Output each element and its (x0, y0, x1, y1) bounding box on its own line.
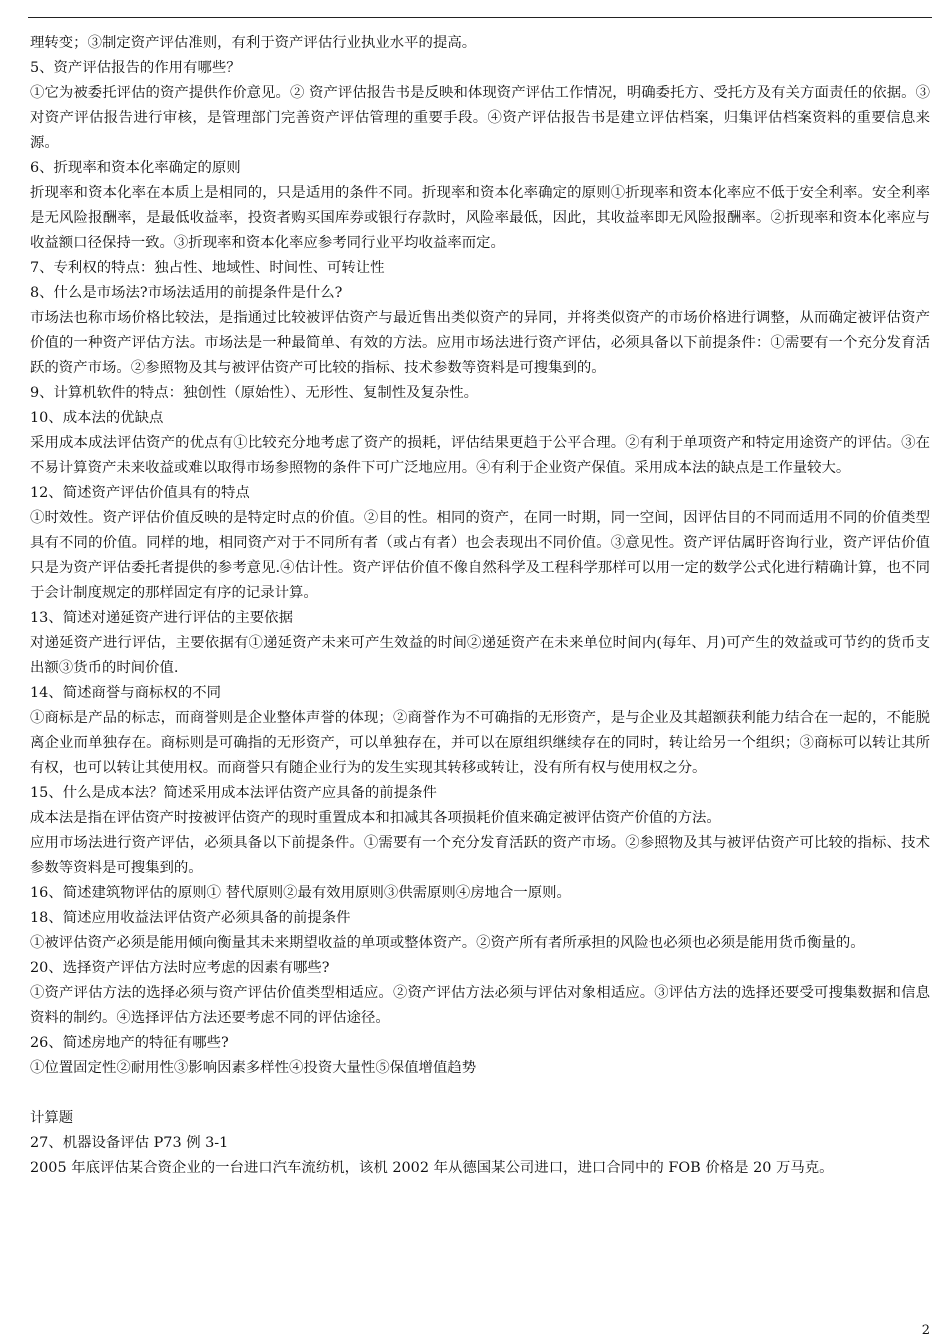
answer-paragraph: 市场法也称市场价格比较法，是指通过比较被评估资产与最近售出类似资产的异同，并将类似资产的市场价格进行调整，从而确定被评估资产价值的一种资产评估方法。市场法是一种最简单、有效的方法。应用市场法进行资产评估，必须具备以下前提条件：①需要有一个充分发育活跃的资产市场。②参照物及其与被评估资产可比较的指标、技术参数等资料是可搜集到的。 (30, 310, 930, 376)
answer-paragraph: 理转变；③制定资产评估准则，有利于资产评估行业执业水平的提高。 (30, 35, 477, 51)
document-body (30, 31, 930, 1181)
page-number: 2 (921, 1323, 930, 1338)
question-heading: 8、什么是市场法?市场法适用的前提条件是什么? (30, 285, 343, 301)
answer-paragraph: ①它为被委托评估的资产提供作价意见。② 资产评估报告书是反映和体现资产评估工作情况，明确委托方、受托方及有关方面责任的依据。③对资产评估报告进行审核，是管理部门完善资产评估管理的重要手段。④资产评估报告书是建立评估档案，归集评估档案资料的重要信息来源。 (30, 85, 930, 151)
question-heading: 27、机器设备评估 P73 例 3-1 (30, 1135, 229, 1151)
question-heading: 20、选择资产评估方法时应考虑的因素有哪些? (30, 960, 330, 976)
answer-paragraph: ①被评估资产必须是能用倾向衡量其未来期望收益的单项或整体资产。②资产所有者所承担的风险也必须也必须是能用货币衡量的。 (30, 935, 865, 951)
question-heading: 9、计算机软件的特点：独创性（原始性）、无形性、复制性及复杂性。 (30, 385, 479, 401)
question-heading: 16、简述建筑物评估的原则① 替代原则②最有效用原则③供需原则④房地合一原则。 (30, 885, 571, 901)
question-heading: 6、折现率和资本化率确定的原则 (30, 160, 241, 176)
answer-paragraph: ①位置固定性②耐用性③影响因素多样性④投资大量性⑤保值增值趋势 (30, 1060, 477, 1076)
question-heading: 12、简述资产评估价值具有的特点 (30, 485, 250, 501)
answer-paragraph: ①时效性。资产评估价值反映的是特定时点的价值。②目的性。相同的资产，在同一时期，同一空间，因评估目的不同而适用不同的价值类型具有不同的价值。同样的地，相同资产对于不同所有者（或占有者）也会表现出不同价值。③意见性。资产评估属盱咨询行业，资产评估价值只是为资产评估委托者提供的参考意见.④估计性。资产评估价值不像自然科学及工程科学那样可以用一定的数学公式化进行精确计算，也不同于会计制度规定的那样固定有序的记录计算。 (30, 510, 930, 601)
answer-paragraph: 采用成本成法评估资产的优点有①比较充分地考虑了资产的损耗，评估结果更趋于公平合理。②有利于单项资产和特定用途资产的评估。③在不易计算资产未来收益或难以取得市场参照物的条件下可广泛地应用。④有利于企业资产保值。采用成本法的缺点是工作量较大。 (30, 435, 930, 476)
answer-paragraph: 成本法是指在评估资产时按被评估资产的现时重置成本和扣减其各项损耗价值来确定被评估资产价值的方法。 (30, 810, 721, 826)
question-heading: 15、什么是成本法？简述采用成本法评估资产应具备的前提条件 (30, 785, 437, 801)
question-heading: 5、资产评估报告的作用有哪些？ (30, 60, 241, 76)
answer-paragraph: ①资产评估方法的选择必须与资产评估价值类型相适应。②资产评估方法必须与评估对象相适应。③评估方法的选择还要受可搜集数据和信息资料的制约。④选择评估方法还要考虑不同的评估途径。 (30, 985, 930, 1026)
question-heading: 7、专利权的特点：独占性、地域性、时间性、可转让性 (30, 260, 385, 276)
answer-paragraph: 应用市场法进行资产评估，必须具备以下前提条件。①需要有一个充分发育活跃的资产市场。②参照物及其与被评估资产可比较的指标、技术参数等资料是可搜集到的。 (30, 835, 930, 876)
blank-line (30, 1081, 930, 1106)
question-heading: 26、简述房地产的特征有哪些? (30, 1035, 229, 1051)
answer-paragraph: 折现率和资本化率在本质上是相同的，只是适用的条件不同。折现率和资本化率确定的原则①折现率和资本化率应不低于安全利率。安全利率是无风险报酬率，是最低收益率，投资者购买国库券或银行存款时，风险率最低，因此，其收益率即无风险报酬率。②折现率和资本化率应与收益额口径保持一致。③折现率和资本化率应参考同行业平均收益率而定。 (30, 185, 930, 251)
question-heading: 10、成本法的优缺点 (30, 410, 164, 426)
answer-paragraph: 2005 年底评估某合资企业的一台进口汽车流纺机，该机 2002 年从德国某公司进口，进口合同中的 FOB 价格是 20 万马克。 (30, 1160, 834, 1176)
question-heading: 13、简述对递延资产进行评估的主要依据 (30, 610, 293, 626)
answer-paragraph: 对递延资产进行评估，主要依据有①递延资产未来可产生效益的时间②递延资产在未来单位时间内(每年、月)可产生的效益或可节约的货币支出额③货币的时间价值. (30, 635, 930, 676)
question-heading: 18、简述应用收益法评估资产必须具备的前提条件 (30, 910, 351, 926)
question-heading: 计算题 (30, 1110, 74, 1126)
answer-paragraph: ①商标是产品的标志，而商誉则是企业整体声誉的体现；②商誉作为不可确指的无形资产，是与企业及其超额获利能力结合在一起的，不能脱离企业而单独存在。商标则是可确指的无形资产，可以单独存在，并可以在原组织继续存在的同时，转让给另一个组织；③商标可以转让其所有权，也可以转让其使用权。而商誉只有随企业行为的发生实现其转移或转让，没有所有权与使用权之分。 (30, 710, 930, 776)
question-heading: 14、简述商誉与商标权的不同 (30, 685, 221, 701)
header-rule (28, 17, 932, 18)
